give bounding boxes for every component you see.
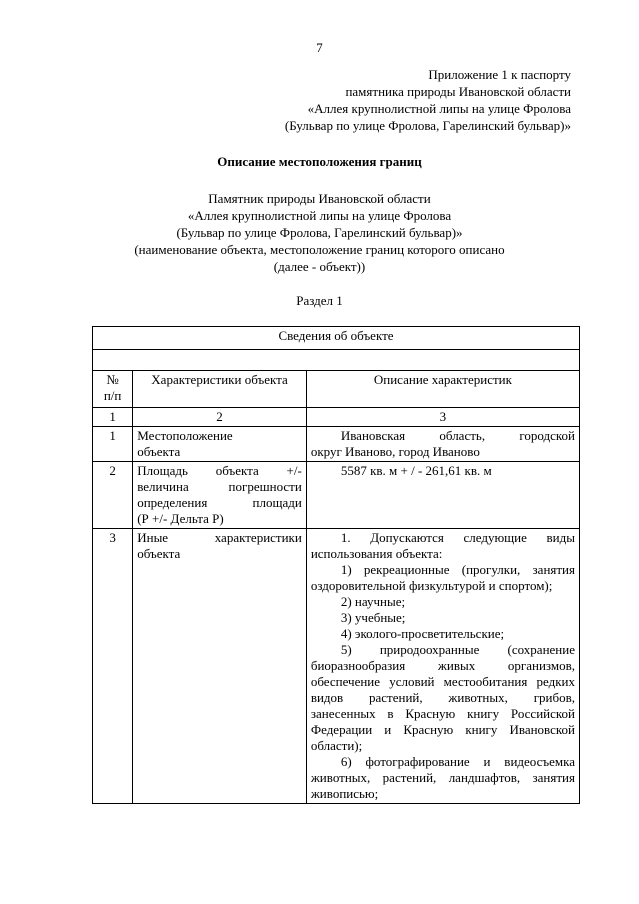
usage-paragraph: 1. Допускаются следующие виды использования объекта:: [310, 530, 575, 561]
usage-paragraph: 2) научные;: [340, 594, 406, 609]
appendix-line: памятника природы Ивановской области: [345, 84, 571, 99]
column-number: 2: [133, 408, 307, 427]
column-number-row: [93, 408, 580, 427]
header-num: [93, 371, 133, 408]
row-name-line: величина погрешности: [137, 479, 302, 494]
row-name-line: определения площади: [137, 495, 302, 510]
row-number: 1: [93, 427, 133, 462]
table-row: [93, 462, 580, 529]
table-empty-row: [93, 350, 580, 371]
row-name-line: объекта: [137, 444, 181, 459]
appendix-line: (Бульвар по улице Фролова, Гарелинский бульвар)»: [284, 118, 571, 133]
row-name-line: (Р +/- Дельта Р): [137, 511, 224, 526]
document-heading: Описание местоположения границ: [217, 154, 422, 169]
header-description: Описание характеристик: [306, 371, 579, 408]
usage-paragraph: 3) учебные;: [340, 610, 406, 625]
object-line: (наименование объекта, местоположение границ которого описано: [134, 242, 505, 257]
header-characteristics: Характеристики объекта: [133, 371, 307, 408]
table-header-row: [93, 371, 580, 408]
table-title-row: [93, 327, 580, 350]
usage-paragraph: 5) природоохранные (сохранение биоразнообразия живых организмов, обеспечение условий местообитания редких видов растений, животных, грибов, занесенных в Красную книгу Российской Федерации и Красную книгу Ивановской области);: [310, 642, 575, 753]
object-line: (Бульвар по улице Фролова, Гарелинский бульвар)»: [176, 225, 463, 240]
usage-paragraph: 4) эколого-просветительские;: [340, 626, 505, 641]
table-title: Сведения об объекте: [93, 327, 580, 350]
object-line: Памятник природы Ивановской области: [208, 191, 431, 206]
page-number: 7: [316, 40, 323, 55]
row-description-line: Ивановская область, городской: [340, 428, 575, 443]
row-name-line: Площадь объекта +/-: [137, 463, 302, 478]
row-description: [306, 529, 579, 804]
usage-paragraph: 6) фотографирование и видеосъемка животных, растений, ландшафтов, занятия живописью;: [310, 754, 575, 801]
appendix-line: «Аллея крупнолистной липы на улице Фролова: [307, 101, 571, 116]
column-number: 1: [93, 408, 133, 427]
table-row: [93, 427, 580, 462]
row-name-line: Местоположение: [137, 428, 233, 443]
object-line: (далее - объект)): [273, 259, 366, 274]
empty-cell: [93, 350, 580, 371]
object-line: «Аллея крупнолистной липы на улице Фролова: [187, 208, 452, 223]
table-row: [93, 529, 580, 804]
row-name-line: Иные характеристики: [137, 530, 302, 545]
row-number: 2: [93, 462, 133, 529]
row-name: [133, 427, 307, 462]
row-number: 3: [93, 529, 133, 804]
appendix-reference: [285, 66, 571, 134]
appendix-line: Приложение 1 к паспорту: [428, 67, 571, 82]
row-name: [133, 462, 307, 529]
row-description-line: округ Иваново, город Иваново: [310, 444, 480, 459]
row-name: [133, 529, 307, 804]
section-title: Раздел 1: [296, 293, 343, 308]
row-name-line: объекта: [137, 546, 181, 561]
row-description: 5587 кв. м + / - 261,61 кв. м: [306, 462, 579, 529]
object-info-table: [92, 326, 580, 804]
usage-paragraph: 1) рекреационные (прогулки, занятия оздоровительной физкультурой и спортом);: [310, 562, 575, 593]
object-name-block: [0, 190, 639, 275]
row-description: [306, 427, 579, 462]
header-num-line: п/п: [103, 388, 122, 403]
header-num-line: №: [106, 372, 119, 387]
column-number: 3: [306, 408, 579, 427]
